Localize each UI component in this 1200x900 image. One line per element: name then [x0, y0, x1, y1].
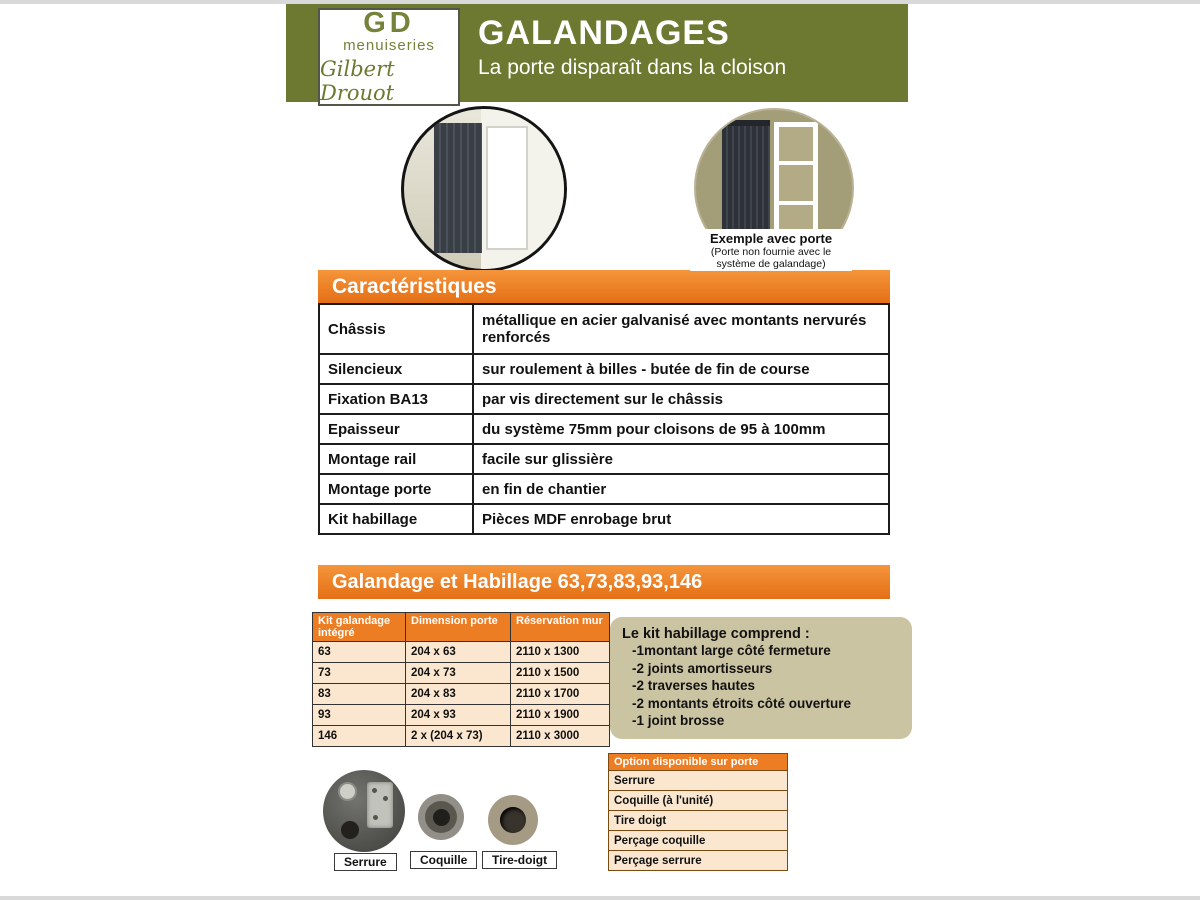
section-caracteristiques-header [318, 270, 890, 303]
section-title: Caractéristiques [332, 274, 497, 298]
pocket-frame-photo [401, 106, 567, 272]
options-header-row [609, 754, 788, 771]
kit-cell: 63 [313, 642, 406, 663]
option-row [609, 791, 788, 811]
spec-label: Montage porte [319, 474, 473, 504]
spec-row [319, 474, 889, 504]
bottom-edge-strip [0, 896, 1200, 900]
kit-cell: 2110 x 1900 [511, 705, 610, 726]
spec-value: par vis directement sur le châssis [473, 384, 889, 414]
spec-row [319, 304, 889, 354]
kit-row [313, 663, 610, 684]
kit-box-item: -2 montants étroits côté ouverture [632, 695, 852, 711]
spec-value: en fin de chantier [473, 474, 889, 504]
photo-caption [690, 229, 852, 271]
coquille-ring [425, 801, 457, 833]
plate-hole [383, 796, 388, 801]
option-cell: Serrure [609, 771, 788, 791]
serrure-photo [323, 770, 405, 852]
kit-cell: 146 [313, 726, 406, 747]
kit-cell: 2110 x 1500 [511, 663, 610, 684]
lock-cylinder [341, 821, 359, 839]
lock-plate [367, 782, 393, 828]
spec-label: Silencieux [319, 354, 473, 384]
kit-box-item: -2 joints amortisseurs [632, 660, 773, 676]
spec-value: sur roulement à billes - butée de fin de course [473, 354, 889, 384]
spec-value: facile sur glissière [473, 444, 889, 474]
section-title: Galandage et Habillage 63,73,83,93,146 [332, 570, 703, 593]
spec-value: métallique en acier galvanisé avec montants nervurés renforcés [473, 304, 889, 354]
door-slab [434, 123, 482, 253]
spec-label: Fixation BA13 [319, 384, 473, 414]
kit-box-item: -1montant large côté fermeture [632, 643, 831, 658]
caption-title: Exemple avec porte [709, 231, 833, 246]
tire-doigt-photo [488, 795, 538, 845]
logo-gd-monogram: GD [363, 7, 415, 39]
option-row [609, 851, 788, 871]
kit-cell: 2110 x 3000 [511, 726, 610, 747]
kit-header-row [313, 613, 610, 642]
kit-cell: 2110 x 1300 [511, 642, 610, 663]
pocket-frame [486, 126, 528, 250]
kit-cell: 73 [313, 663, 406, 684]
plate-hole [373, 815, 378, 820]
page-subtitle: La porte disparaît dans la cloison [478, 56, 787, 79]
spec-value: du système 75mm pour cloisons de 95 à 100mm [473, 414, 889, 444]
kit-habillage-box [610, 617, 912, 739]
coquille-label: Coquille [410, 851, 477, 869]
kit-row [313, 726, 610, 747]
caption-line: système de galandage) [716, 258, 826, 271]
kit-cell: 83 [313, 684, 406, 705]
spec-label: Kit habillage [319, 504, 473, 534]
logo-signature: Gilbert Drouot [320, 57, 395, 105]
spec-label: Châssis [319, 304, 473, 354]
options-table [608, 753, 788, 871]
spec-row [319, 504, 889, 534]
shelf [779, 161, 813, 165]
kit-cell: 204 x 93 [406, 705, 511, 726]
kit-row [313, 705, 610, 726]
shelf [779, 201, 813, 205]
option-cell: Tire doigt [609, 811, 788, 831]
open-frame [774, 122, 818, 244]
option-row [609, 831, 788, 851]
spec-label: Montage rail [319, 444, 473, 474]
kit-table [312, 612, 610, 747]
kit-row [313, 684, 610, 705]
logo-menuiseries-text: menuiseries [343, 37, 435, 54]
spec-label: Epaisseur [319, 414, 473, 444]
spec-table [318, 303, 890, 535]
page-title: GALANDAGES [478, 14, 730, 52]
kit-cell: 204 x 73 [406, 663, 511, 684]
kit-cell: 2110 x 1700 [511, 684, 610, 705]
kit-row [313, 642, 610, 663]
company-logo [318, 8, 460, 106]
kit-col-header: Kit galandage intégré [313, 613, 406, 642]
spec-row [319, 444, 889, 474]
options-header: Option disponible sur porte [609, 754, 788, 771]
spec-row [319, 384, 889, 414]
kit-col-header: Réservation mur [511, 613, 610, 642]
kit-box-title: Le kit habillage comprend : [622, 626, 810, 642]
kit-cell: 204 x 83 [406, 684, 511, 705]
option-row [609, 771, 788, 791]
caption-line: (Porte non fournie avec le [710, 246, 832, 258]
tire-doigt-label: Tire-doigt [482, 851, 557, 869]
coquille-recess [433, 809, 450, 826]
tire-doigt-recess [500, 807, 526, 833]
option-cell: Coquille (à l'unité) [609, 791, 788, 811]
section-galandage-header [318, 565, 890, 599]
spec-value: Pièces MDF enrobage brut [473, 504, 889, 534]
kit-box-item: -1 joint brosse [632, 713, 725, 728]
option-cell: Perçage coquille [609, 831, 788, 851]
kit-cell: 93 [313, 705, 406, 726]
serrure-label: Serrure [334, 853, 397, 871]
kit-cell: 2 x (204 x 73) [406, 726, 511, 747]
kit-cell: 204 x 63 [406, 642, 511, 663]
plate-hole [372, 788, 377, 793]
kit-box-item: -2 traverses hautes [632, 678, 756, 693]
option-row [609, 811, 788, 831]
coquille-photo [418, 794, 464, 840]
spec-row [319, 414, 889, 444]
kit-col-header: Dimension porte [406, 613, 511, 642]
spec-row [319, 354, 889, 384]
option-cell: Perçage serrure [609, 851, 788, 871]
lock-knob [338, 782, 357, 801]
